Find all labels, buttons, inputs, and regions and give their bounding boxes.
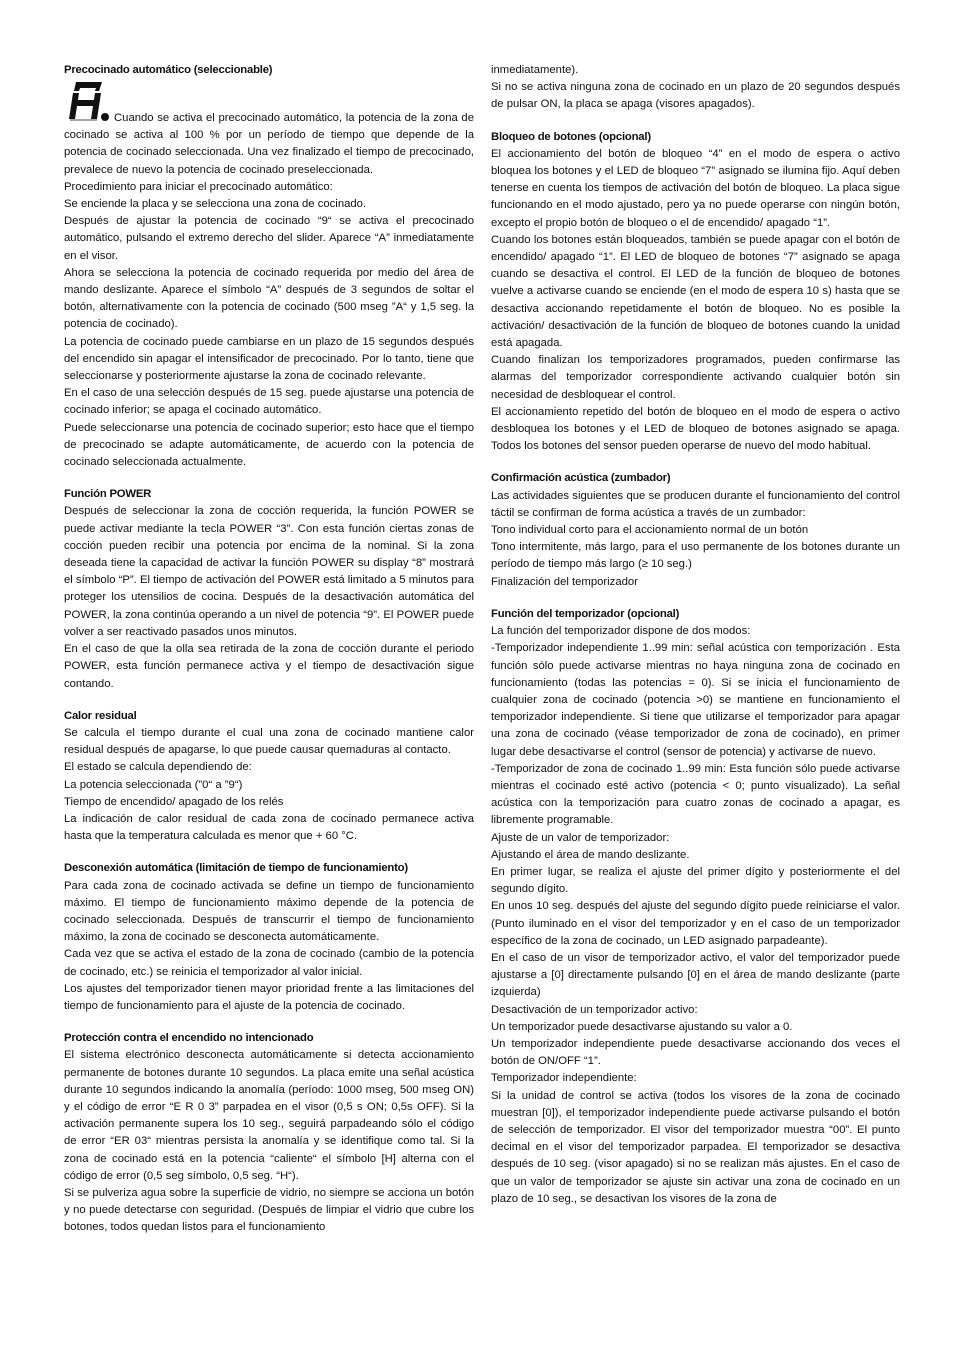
paragraph: Cada vez que se activa el estado de la zona de cocinado (cambio de la potencia de cocinado, etc.) se reinicia el temporizador al valor inicial. xyxy=(64,948,474,978)
paragraph: El sistema electrónico desconecta automáticamente si detecta accionamiento permanente de botones durante 10 segundos. La placa emite una señal acústica durante 10 segundos indicando la anomalía (período: 1000 mseg, 500 mseg ON) y el código de error “E R 0 3” parpadea en el visor (0,5 s ON; 0,5s OFF). Si la activación permanente supera los 10 seg., seguirá parpadeando sólo el código de error “ER 03“ mientras persista la anomalía y se identifique como tal. Si la zona de cocinado está en la potencia “caliente“ el símbolo [H] alterna con el código de error (0,5 seg símbolo, 0,5 seg. “H“). xyxy=(64,1049,474,1182)
section-bloqueo-botones xyxy=(491,129,900,456)
paragraph: En el caso de que la olla sea retirada de la zona de cocción durante el periodo POWER, esta función permanece activa y el tiempo de desactivación sigue contando. xyxy=(64,643,474,690)
section-title: Protección contra el encendido no intencionado xyxy=(64,1032,314,1045)
paragraph: Para cada zona de cocinado activada se define un tiempo de funcionamiento máximo. El tiempo de funcionamiento máximo depende de la potencia de cocinado seleccionada. Después de transcurrir el tiempo de funcionamiento máximo, la zona de cocinado se desconecta automáticamente. xyxy=(64,879,474,944)
paragraph: En el caso de un visor de temporizador activo, el valor del temporizador puede ajustarse a [0] directamente pulsando [0] en el área de mando deslizante (parte izquierda) xyxy=(491,951,900,999)
section-power xyxy=(64,486,474,692)
section-confirmacion-acustica xyxy=(491,470,900,590)
paragraph: En el caso de una selección después de 15 seg. puede ajustarse una potencia de cocinado inferior; se apaga el cocinado automático. xyxy=(64,387,474,417)
paragraph: Si se pulveriza agua sobre la superficie de vidrio, no siempre se acciona un botón y no puede detectarse con seguridad. (Después de limpiar el vidrio que cubre los botones, todos quedan listos para el funcionamiento xyxy=(64,1186,474,1234)
paragraph: La indicación de calor residual de cada zona de cocinado permanece activa hasta que la temperatura calculada es menor que + 60 °C. xyxy=(64,812,474,843)
paragraph: El accionamiento del botón de bloqueo “4” en el modo de espera o activo bloquea los botones y el LED de bloqueo “7” asignado se ilumina fijo. Aquí deben tenerse en cuenta los tiempos de activación del botón de bloqueo. La placa sigue funcionando en el modo ajustado, pero ya no puede operarse con ningún botón, excepto el propio botón de bloqueo o el de encendido/ apagado “1”. xyxy=(491,147,900,229)
section-continuation xyxy=(491,62,900,114)
section-title: Desconexión automática (limitación de tiempo de funcionamiento) xyxy=(64,862,408,875)
paragraph: Temporizador independiente: xyxy=(491,1072,637,1085)
paragraph: El accionamiento repetido del botón de bloqueo en el modo de espera o activo desbloquea los botones y el LED de bloqueo de botones asignado se apaga. Todos los botones del sensor pueden operarse de nuevo del modo habitual. xyxy=(491,405,900,453)
section-title: Función del temporizador (opcional) xyxy=(491,607,680,620)
left-column xyxy=(64,62,474,1252)
paragraph: Procedimiento para iniciar el precocinado automático: xyxy=(64,180,333,193)
paragraph: Los ajustes del temporizador tienen mayor prioridad frente a las limitaciones del tiempo de funcionamiento para el ajuste de la potencia de cocinado. xyxy=(64,982,474,1012)
paragraph: En primer lugar, se realiza el ajuste del primer dígito y posteriormente el del segundo dígito. xyxy=(491,865,900,896)
paragraph: Ajuste de un valor de temporizador: xyxy=(491,831,670,844)
paragraph: Ahora se selecciona la potencia de cocinado requerida por medio del área de mando deslizante. Aparece el símbolo “A” después de 3 segundos de soltar el botón, alternativamente con la potencia de cocinado (500 mseg ”A“ y 1,5 seg. la potencia de cocinado). xyxy=(64,266,474,331)
section-title: Bloqueo de botones (opcional) xyxy=(491,130,651,143)
paragraph: La potencia seleccionada (”0“ a ”9“) xyxy=(64,778,243,791)
paragraph: Las actividades siguientes que se producen durante el funcionamiento del control táctil se confirman de forma acústica a través de un zumbador: xyxy=(491,489,900,519)
section-proteccion-encendido xyxy=(64,1030,474,1236)
paragraph: La función del temporizador dispone de dos modos: xyxy=(491,625,751,638)
paragraph: Un temporizador independiente puede desactivarse accionando dos veces el botón de ON/OFF “1”. xyxy=(491,1037,900,1068)
paragraph: Si no se activa ninguna zona de cocinado en un plazo de 20 segundos después de pulsar ON, la placa se apaga (visores apagados). xyxy=(491,81,900,111)
paragraph: El estado se calcula dependiendo de: xyxy=(64,761,252,774)
paragraph: Se calcula el tiempo durante el cual una zona de cocinado mantiene calor residual después de apagarse, lo que puede causar quemaduras al contacto. xyxy=(64,726,474,757)
section-precocinado xyxy=(64,62,474,471)
precocinado-intro: Cuando se activa el precocinado automático, la potencia de la zona de cocinado se activa al 100 % por un período de tiempo que depende de la potencia de cocinado seleccionada. Una vez finalizado el tiempo de precocinado, prevalece de nuevo la potencia de cocinado preseleccionada. xyxy=(64,112,474,176)
section-title: Precocinado automático (seleccionable) xyxy=(64,64,273,76)
paragraph: Desactivación de un temporizador activo: xyxy=(491,1003,698,1016)
paragraph: Después de seleccionar la zona de cocción requerida, la función POWER se puede activar mediante la tecla POWER “3”. Con esta función ciertas zonas de cocción pueden recibir una potencia por encima de la nominal. Si la zona deseada tiene la capacidad de activar la función POWER su display “8” mostrará el símbolo “P”. El tiempo de activación del POWER está limitado a 5 minutos para proteger los utensilios de cocina. Después de la desactivación automática del POWER, la zona continúa operando a un nivel de potencia “9”. El POWER puede volver a ser reactivado pasados unos minutos. xyxy=(64,505,475,638)
paragraph: Si la unidad de control se activa (todos los visores de la zona de cocinado muestran [0]), el temporizador independiente puede activarse pulsando el botón de selección de temporizador. El visor del temporizador muestra “00”. El punto decimal en el visor del temporizador parpadea. El temporizador se desactiva después de 10 seg. (visor apagado) si no se realizan más ajustes. En el caso de que un valor de temporizador se ajuste sin activar una zona de cocinado en un plazo de 10 seg., se desactivan los visores de la zona de xyxy=(491,1089,900,1205)
paragraph: En unos 10 seg. después del ajuste del segundo dígito puede reiniciarse el valor. (Punto iluminado en el visor del temporizador y en el caso de un temporizador específico de la zona de cocinado, un LED asignado parpadeante). xyxy=(491,900,900,947)
paragraph: Tiempo de encendido/ apagado de los relés xyxy=(64,795,284,808)
paragraph xyxy=(64,79,474,179)
paragraph: -Temporizador de zona de cocinado 1..99 min: Esta función sólo puede activarse mientras el cocinado esté activo (potencia < 0; punto visualizado). La señal acústica con la temporización para cuatro zonas de cocinado a apagar, es libremente programable. xyxy=(491,762,900,827)
paragraph: La potencia de cocinado puede cambiarse en un plazo de 15 segundos después del encendido sin apagar el intensificador de precocinado. Por lo tanto, tiene que seleccionarse y posteriormente ajustarse la zona de cocinado relevante. xyxy=(64,335,474,383)
paragraph: Finalización del temporizador xyxy=(491,575,638,588)
section-temporizador xyxy=(491,606,900,1208)
section-desconexion-automatica xyxy=(64,860,474,1015)
section-title: Función POWER xyxy=(64,488,152,501)
section-title: Confirmación acústica (zumbador) xyxy=(491,472,671,485)
seven-segment-a-icon xyxy=(64,79,112,127)
paragraph: Ajustando el área de mando deslizante. xyxy=(491,848,690,861)
paragraph: Después de ajustar la potencia de cocinado “9“ se activa el precocinado automático, pulsando el extremo derecho del slider. Aparece “A” inmediatamente en el visor. xyxy=(64,215,474,262)
paragraph: Cuando los botones están bloqueados, también se puede apagar con el botón de encendido/ apagado “1”. El LED de bloqueo de botones “7” asignado se apaga cuando se desactiva el control. El LED de la función de bloqueo de botones vuelve a activarse cuando se enciende (en el modo de espera 10 s) hasta que se desactiva accionando repetidamente el botón de bloqueo. No es posible la activación/ desactivación de la función de bloqueo de botones cuando la unidad está apagada. xyxy=(491,233,900,350)
paragraph: Se enciende la placa y se selecciona una zona de cocinado. xyxy=(64,198,367,211)
section-title: Calor residual xyxy=(64,709,137,722)
paragraph: Puede seleccionarse una potencia de cocinado superior; esto hace que el tiempo de precocinado se adapte automáticamente, de acuerdo con la potencia de cocinado seleccionada actualmente. xyxy=(64,421,474,469)
section-calor-residual xyxy=(64,708,474,846)
paragraph: Tono individual corto para el accionamiento normal de un botón xyxy=(491,524,809,537)
paragraph: -Temporizador independiente 1..99 min: señal acústica con temporización . Esta función sólo puede activarse mientras no haya ninguna zona de cocinado en funcionamiento (todas las potencias = 0). Si se inicia el funcionamiento de cualquier zona de cocinado (potencia >0) se mantiene en funcionamiento el temporizador independiente. Si tiene que utilizarse el temporizador para apagar una zona de cocinado (véase temporizador de zona de cocinado), en primer lugar debe desactivarse el control (sensor de potencia) y activarse de nuevo. xyxy=(491,642,900,758)
paragraph: inmediatamente). xyxy=(491,64,579,76)
paragraph: Cuando finalizan los temporizadores programados, pueden confirmarse las alarmas del temporizador correspondiente activando cualquier botón sin necesidad de desbloquear el control. xyxy=(491,354,900,401)
right-column xyxy=(491,62,900,1223)
paragraph: Un temporizador puede desactivarse ajustando su valor a 0. xyxy=(491,1020,793,1033)
paragraph: Tono intermitente, más largo, para el uso permanente de los botones durante un período de tiempo más largo (≥ 10 seg.) xyxy=(491,541,900,571)
